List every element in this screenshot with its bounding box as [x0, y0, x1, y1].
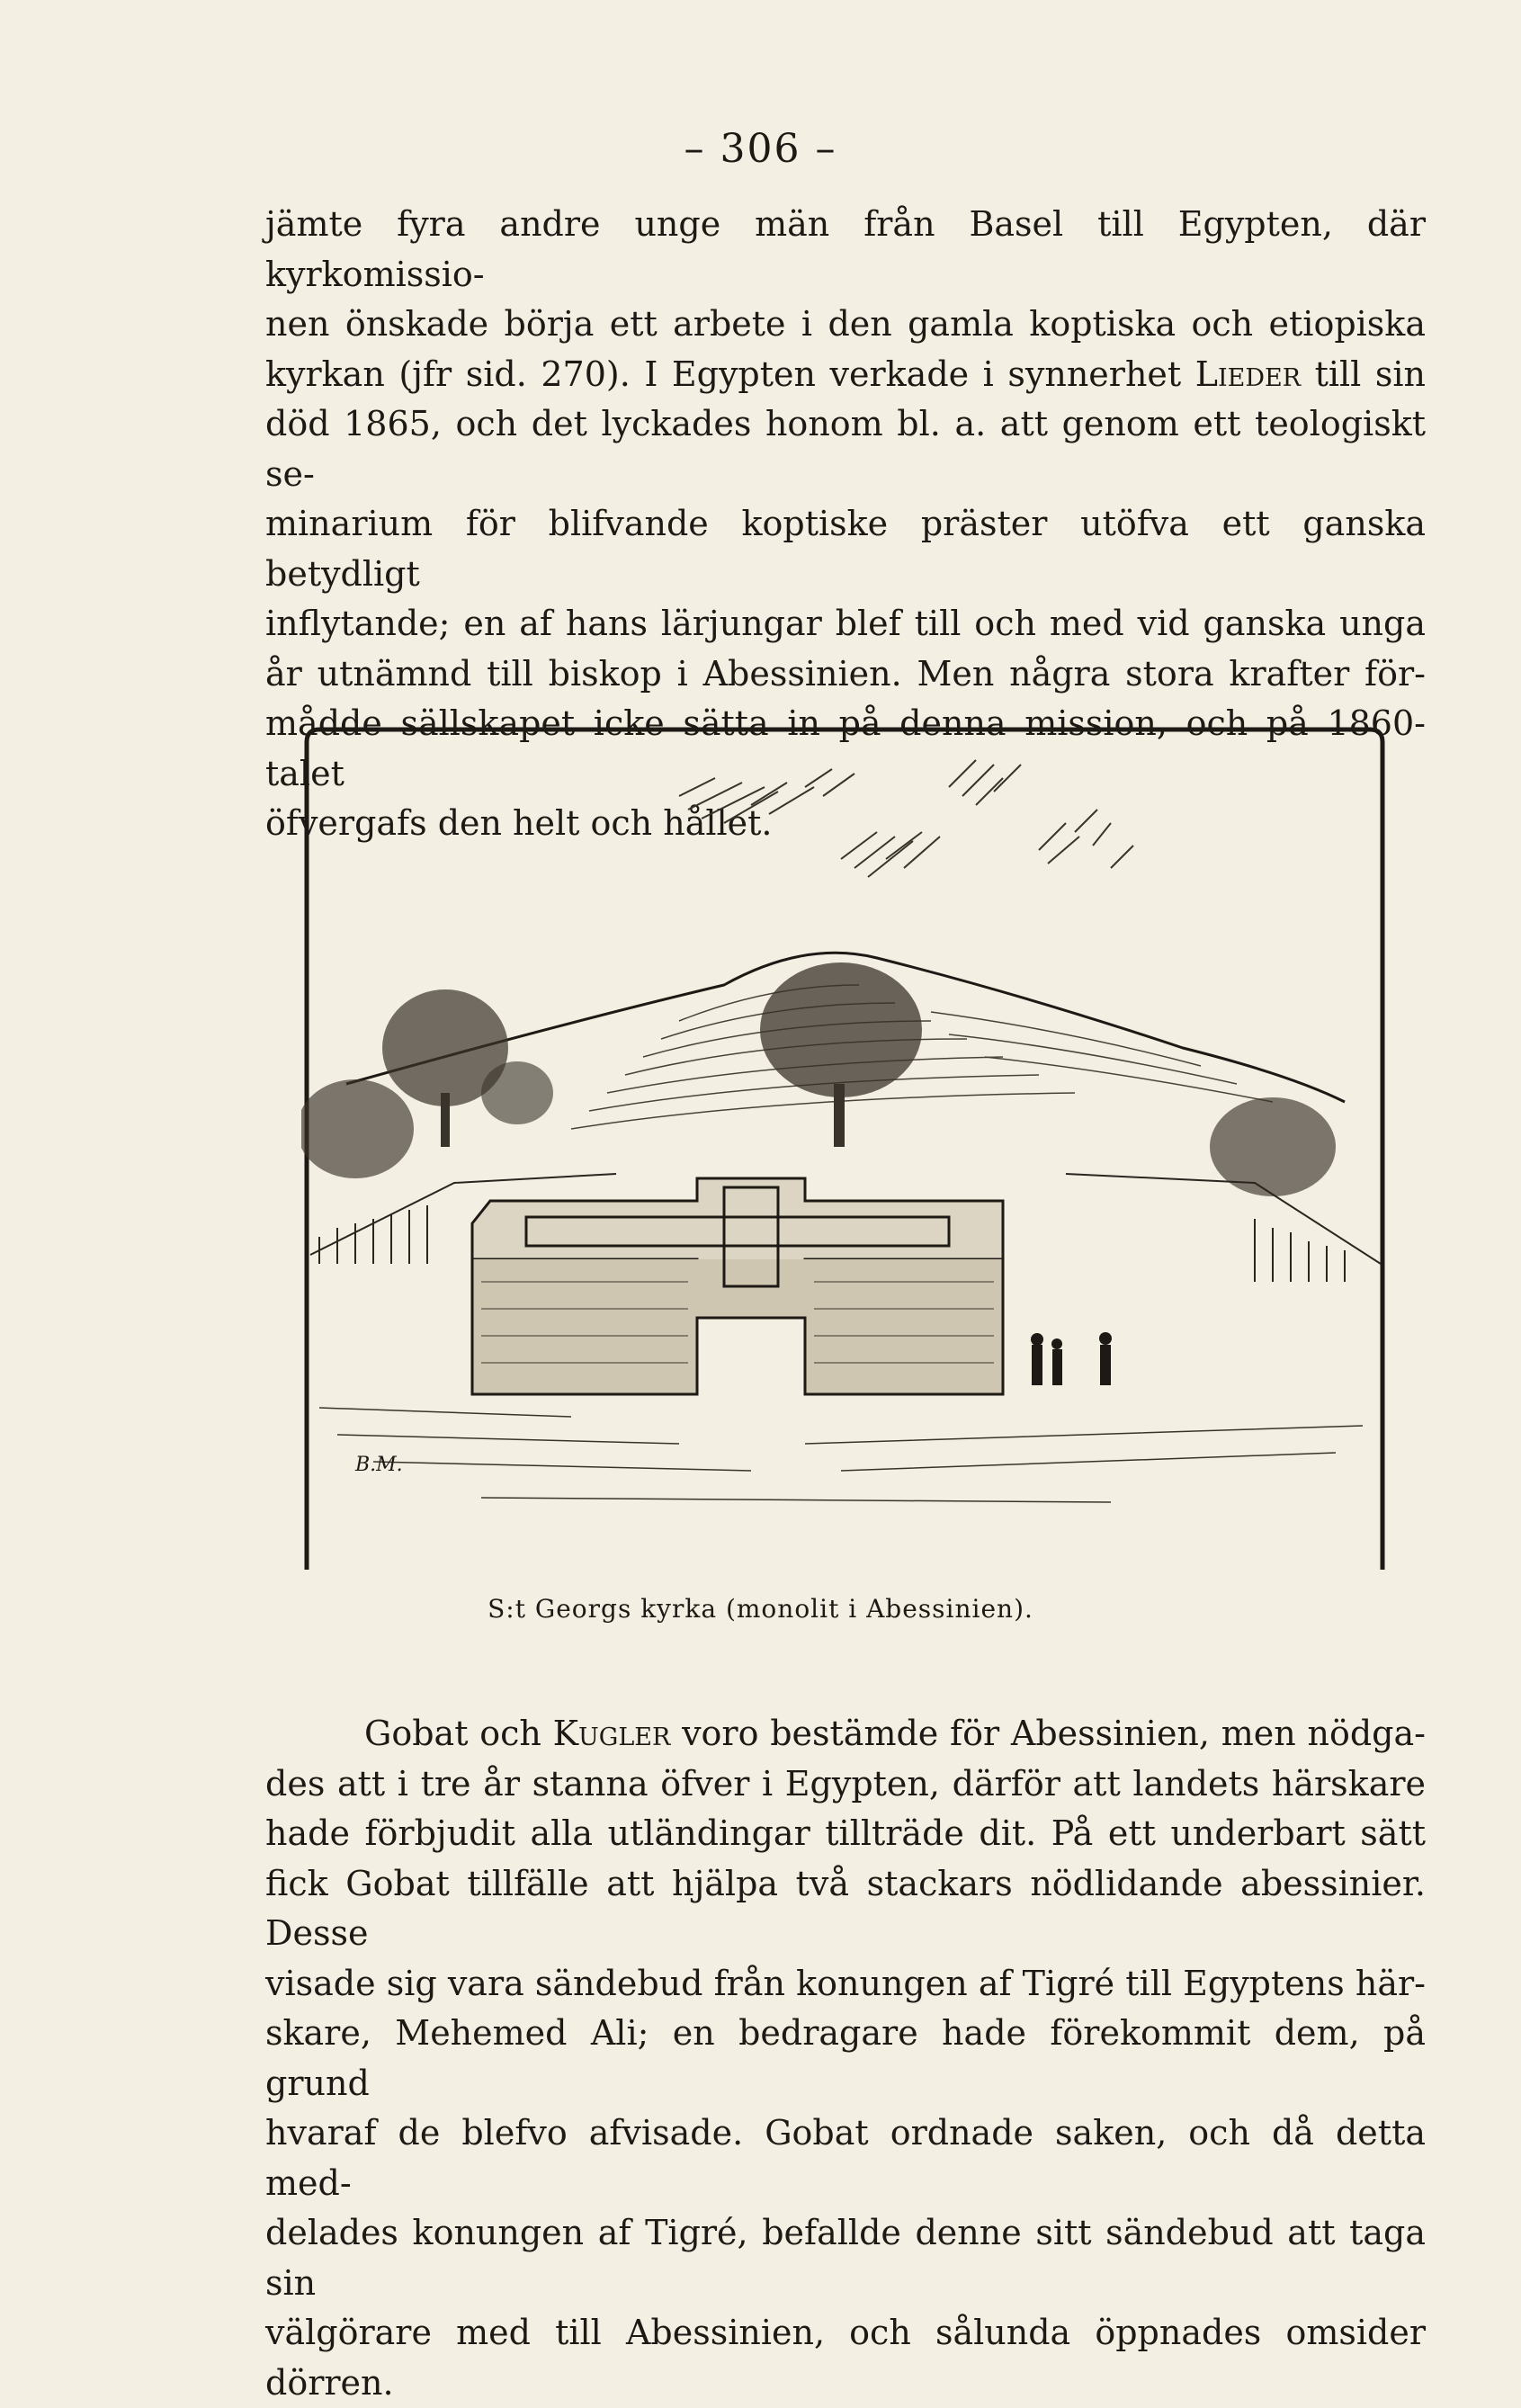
text-line: hvaraf de blefvo afvisade. Gobat ordnade saken, och då detta med- [265, 2113, 1426, 2203]
text-line [265, 1709, 1426, 1759]
people [1031, 1332, 1112, 1385]
text-line: minarium för blifvande koptiske präster utöfva ett ganska betydligt [265, 504, 1426, 594]
text-line-part: till sin [1301, 354, 1426, 394]
illustration-st-georgs-church [301, 724, 1388, 1570]
church-walls [472, 1259, 1003, 1394]
tree-right-crown [760, 962, 922, 1097]
text-line: mådde sällskapet icke sätta in på denna mission, och på 1860-talet [265, 703, 1426, 793]
text-line-part: kyrkan (jfr sid. 270). I Egypten verkade i synnerhet [265, 354, 1182, 394]
tree-left-trunk [441, 1093, 450, 1147]
text-line-part: voro bestämde för Abessinien, men nödga- [670, 1714, 1426, 1753]
text-line: välgörare med till Abessinien, och sålunda öppnades omsider dörren. [265, 2313, 1426, 2403]
ground [319, 1408, 1363, 1502]
text-line: skare, Mehemed Ali; en bedragare hade förekommit dem, på grund [265, 2013, 1426, 2103]
trees [301, 962, 1336, 1196]
bush-left [301, 1079, 414, 1178]
name-kugler: Kugler [552, 1714, 671, 1753]
figure-caption: S:t Georgs kyrka (monolit i Abessinien). [488, 1594, 1033, 1624]
text-line: nen önskade börja ett arbete i den gamla koptiska och etiopiska [265, 304, 1426, 344]
church [472, 1178, 1003, 1394]
artist-mark: B.M. [355, 1454, 403, 1476]
tree-left-small [481, 1061, 553, 1124]
hill-hatching [571, 985, 1273, 1129]
page-number: – 306 – [684, 126, 837, 172]
text-line-part: Gobat och [364, 1714, 553, 1753]
text-line: fick Gobat tillfälle att hjälpa två stackars nödlidande abessinier. Desse [265, 1863, 1426, 1953]
text-line: delades konungen af Tigré, befallde denne sitt sändebud att taga sin [265, 2213, 1426, 2303]
text-line [265, 350, 1426, 400]
text-line: hade förbjudit alla utländingar tillträde dit. På ett underbart sätt [265, 1813, 1426, 1853]
tree-right-trunk [834, 1084, 845, 1147]
text-line: jämte fyra andre unge män från Basel till Egypten, där kyrkomissio- [265, 204, 1426, 294]
engraving [301, 724, 1388, 1570]
text-line: öfvergafs den helt och hållet. [265, 803, 773, 843]
text-line: år utnämnd till biskop i Abessinien. Men några stora krafter för- [265, 653, 1426, 694]
name-lieder: Lieder [1194, 354, 1302, 394]
text-line: inflytande; en af hans lärjungar blef till och med vid ganska unga [265, 604, 1426, 643]
paragraph-2 [265, 1709, 1426, 2408]
text-line: visade sig vara sändebud från konungen af Tigré till Egyptens här- [265, 1963, 1426, 2003]
text-line: död 1865, och det lyckades honom bl. a. att genom ett teologiskt se- [265, 404, 1426, 494]
text-line: des att i tre år stanna öfver i Egypten, därför att landets härskare [265, 1763, 1426, 1804]
clouds [679, 760, 1133, 877]
